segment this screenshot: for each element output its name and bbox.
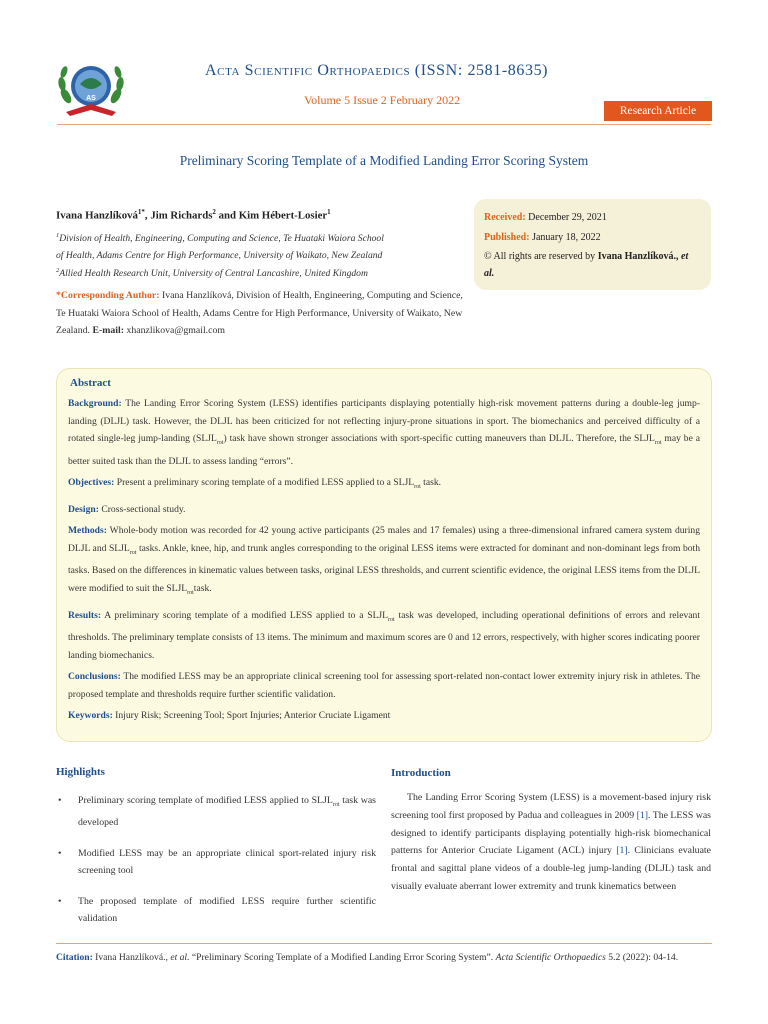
author-separator: , xyxy=(144,209,151,222)
subscript-rot: rot xyxy=(332,801,340,808)
email-label: E-mail: xyxy=(92,325,125,336)
subscript-rot: rot xyxy=(414,484,421,491)
subscript-rot: rot xyxy=(654,440,662,447)
intro-text: . Clinicians evaluate frontal and sagittal plane videos of a double-leg jump-landing (DLJL) task and visually evaluate aberrant lower extremity and trunk kinematics between xyxy=(391,845,711,892)
published-label: Published: xyxy=(484,231,530,243)
corresponding-text: Ivana Hanzlíková, Division of Health, Engineering, Computing and Science, Te Huataki Waiora School of Health, Adams Centre for High Performance, University of Waikato, New Zealand. xyxy=(56,290,463,336)
abstract-results xyxy=(68,607,700,665)
citation-text: 5.2 (2022): 04-14. xyxy=(605,952,679,963)
journal-title: Acta Scientific Orthopaedics (ISSN: 2581-8635) xyxy=(205,62,549,79)
methods-text: tasks. Ankle, knee, hip, and trunk angles corresponding to the original LESS items were extracted for dominant and non-dominant legs from both tasks. Based on the differences in kinematic values between tasks, original LESS thresholds, and current scientific evidence, the original LESS items from the DLJL were modified to suit the SLJL xyxy=(68,542,700,595)
methods-text: task. xyxy=(193,583,212,595)
objectives-text: task. xyxy=(420,477,442,489)
rights-text: © All rights are reserved by xyxy=(484,251,598,262)
keywords-label: Keywords: xyxy=(68,710,113,722)
paper-title: Preliminary Scoring Template of a Modified Landing Error Scoring System xyxy=(179,153,589,168)
corresponding-label: *Corresponding Author: xyxy=(56,290,160,301)
affiliation-text: Allied Health Research Unit, University of Central Lancashire, United Kingdom xyxy=(59,268,368,280)
author-name: Ivana Hanzlíková xyxy=(56,209,138,222)
highlight-text: Modified LESS may be an appropriate clinical sport-related injury risk screening tool xyxy=(78,847,376,877)
methods-text: Whole-body motion was recorded for 42 young active participants (25 males and 17 females) using a three-dimensional infrared camera system during DLJL and SLJL xyxy=(68,525,700,554)
issue-info: Volume 5 Issue 2 February 2022 xyxy=(304,93,461,107)
list-item xyxy=(56,792,376,832)
citation xyxy=(56,950,712,966)
citation-text: “Preliminary Scoring Template of a Modified Landing Error Scoring System”. xyxy=(189,952,496,963)
author-name: Jim Richards xyxy=(150,209,213,222)
list-item xyxy=(56,893,376,928)
results-text: A preliminary scoring template of a modified LESS applied to a SLJL xyxy=(101,609,389,621)
abstract-box xyxy=(56,368,712,742)
abstract-background xyxy=(68,395,700,470)
design-label: Design: xyxy=(68,503,99,515)
citation-journal: Acta Scientific Orthopaedics xyxy=(495,952,606,963)
background-label: Background: xyxy=(68,398,122,409)
footer-divider xyxy=(56,943,712,944)
abstract-heading: Abstract xyxy=(70,377,111,389)
subscript-rot: rot xyxy=(388,616,395,623)
author-sup: 2 xyxy=(212,208,216,216)
keywords-text: Injury Risk; Screening Tool; Sport Injuries; Anterior Cruciate Ligament xyxy=(112,710,391,722)
logo-text: AS xyxy=(86,95,96,102)
email-address[interactable]: xhanzlikova@gmail.com xyxy=(124,325,225,336)
list-item xyxy=(56,845,376,880)
rights-etal: et al. xyxy=(484,251,689,279)
highlight-text: Preliminary scoring template of modified LESS applied to SLJL xyxy=(78,795,333,806)
abstract-objectives xyxy=(68,474,700,497)
subscript-rot: rot xyxy=(187,589,194,596)
abstract-keywords xyxy=(68,707,700,725)
article-type-badge: Research Article xyxy=(604,101,712,121)
bullet: • xyxy=(58,847,62,859)
background-text: ) task have shown stronger associations with sport-specific cutting maneuvers than DLJL. Therefore, the SLJL xyxy=(223,433,655,445)
conclusions-label: Conclusions: xyxy=(68,671,121,683)
author-sup: 1 xyxy=(327,208,331,216)
affiliation-1 xyxy=(56,227,456,264)
background-text: The Landing Error Scoring System (LESS) identifies participants displaying potentially high-risk movement patterns during a double-leg jump-landing (DLJL) task. However, the DLJL has been criticized for not reflecting injury-prone situations in sport. The biomechanics and perceived difficulty of a rotated single-leg jump-landing (SLJL xyxy=(68,398,700,445)
objectives-label: Objectives: xyxy=(68,477,115,489)
introduction-paragraph xyxy=(391,789,711,896)
rights-name: Ivana Hanzlíková., xyxy=(597,251,682,262)
intro-text: The Landing Error Scoring System (LESS) is a movement-based injury risk screening tool first proposed by Padua and colleagues in 2009 xyxy=(391,792,711,821)
background-text: may be a better suited task than the DLJL to assess landing “errors”. xyxy=(68,433,700,467)
intro-text: . The LESS was designed to identify participants displaying potentially high-risk biomechanical patterns for Anterior Cruciate Ligament (ACL) injury xyxy=(391,809,711,857)
affiliation-text: Division of Health, Engineering, Computing and Science, Te Huataki Waiora School xyxy=(59,233,384,245)
author-name: Kim Hébert-Losier xyxy=(238,209,328,222)
objectives-text: Present a preliminary scoring template of a modified LESS applied to a SLJL xyxy=(114,477,415,489)
dates-box xyxy=(474,199,711,290)
citation-label: Citation: xyxy=(56,952,93,963)
subscript-rot: rot xyxy=(129,549,137,556)
introduction-heading: Introduction xyxy=(391,767,451,779)
highlights-heading: Highlights xyxy=(56,766,105,778)
abstract-methods xyxy=(68,522,700,602)
conclusions-text: The modified LESS may be an appropriate clinical screening tool for assessing sport-related non-contact lower extremity injury risk in athletes. The proposed template and thresholds require further scientific validation. xyxy=(68,671,700,700)
received-date: December 29, 2021 xyxy=(525,212,607,223)
bullet: • xyxy=(58,895,62,907)
highlights-list xyxy=(56,792,376,941)
affiliation-number: 2 xyxy=(56,267,60,274)
affiliation-2 xyxy=(56,262,456,282)
journal-logo xyxy=(56,54,126,120)
results-label: Results: xyxy=(68,609,102,621)
abstract-design xyxy=(68,501,700,519)
abstract-conclusions xyxy=(68,668,700,703)
highlight-text: The proposed template of modified LESS require further scientific validation xyxy=(78,895,376,925)
subscript-rot: rot xyxy=(216,440,224,447)
citation-text: Ivana Hanzlíková., xyxy=(92,952,171,963)
affiliation-text: of Health, Adams Centre for High Performance, University of Waikato, New Zealand xyxy=(56,250,383,262)
results-text: task was developed, including operational definitions of errors and relevant thresholds. The preliminary template consists of 13 items. The minimum and maximum scores are 0 and 12 errors, respectively, with higher scores indicating poorer landing biomechanics. xyxy=(68,609,700,661)
affiliation-number: 1 xyxy=(56,232,60,239)
highlight-text: task was developed xyxy=(78,795,376,829)
author-separator: and xyxy=(215,209,239,222)
corresponding-author xyxy=(56,287,466,340)
received-label: Received: xyxy=(484,212,526,223)
design-text: Cross-sectional study. xyxy=(98,503,186,515)
citation-etal: et al. xyxy=(170,952,190,963)
methods-label: Methods: xyxy=(68,525,107,537)
header-divider xyxy=(57,124,711,125)
bullet: • xyxy=(58,795,62,806)
reference-link[interactable]: [1] xyxy=(616,845,628,857)
author-list xyxy=(56,208,331,222)
reference-link[interactable]: [1] xyxy=(636,809,648,821)
published-date: January 18, 2022 xyxy=(529,231,601,243)
author-sup: 1* xyxy=(137,208,145,216)
